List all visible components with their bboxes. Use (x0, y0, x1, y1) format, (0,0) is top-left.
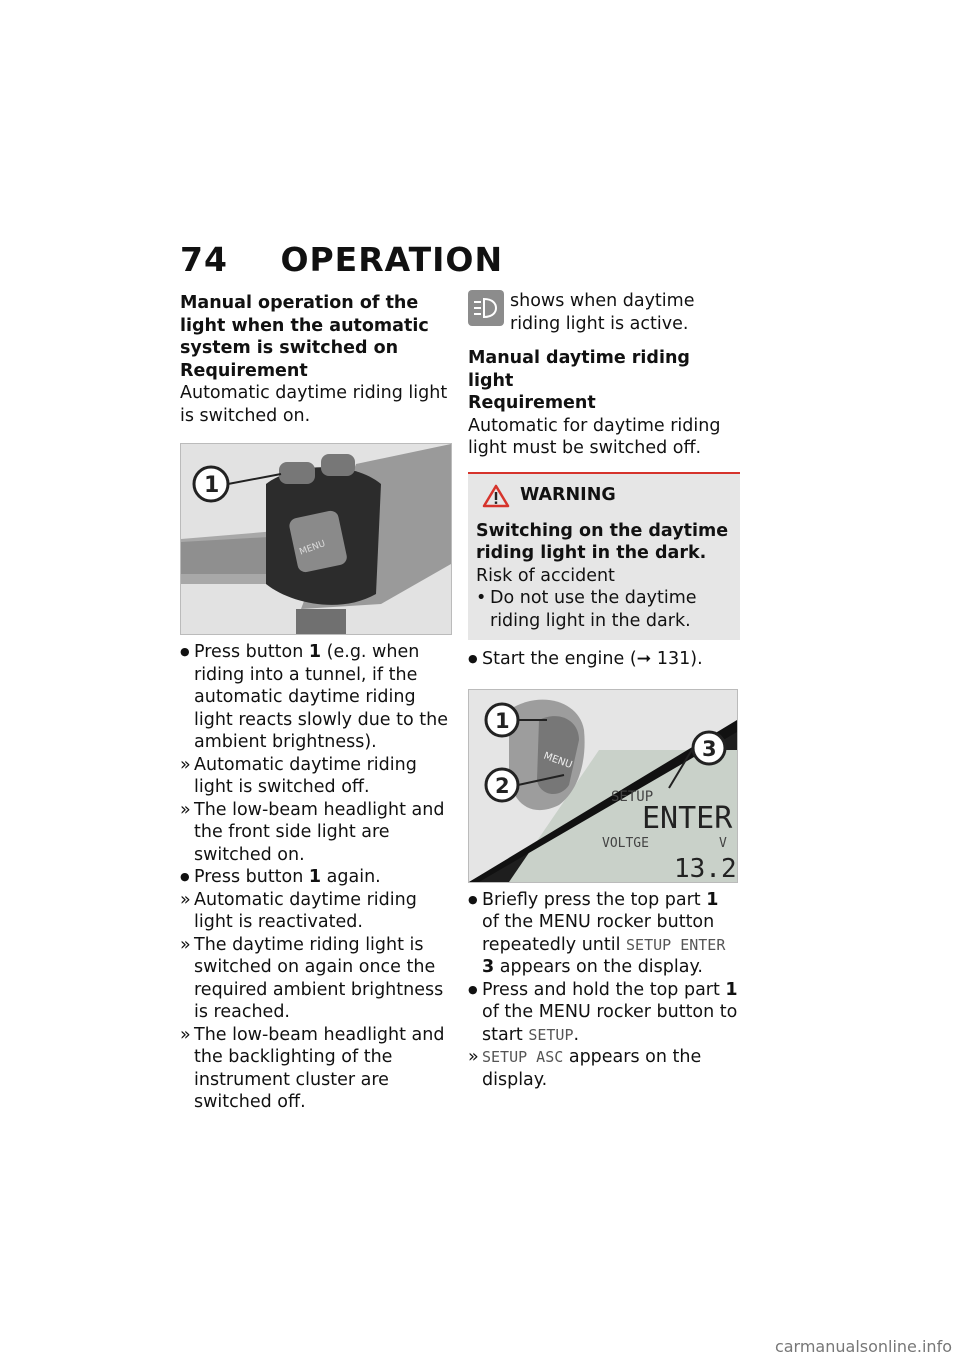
warning-title: WARNING (520, 485, 616, 506)
callout-3-right: 3 (702, 736, 717, 761)
section-heading: Manual daytime riding light (468, 348, 690, 391)
result-item (468, 1046, 740, 1091)
requirement-heading: Requirement (180, 360, 308, 381)
step-press-and-hold-top (468, 979, 740, 1047)
page-header (180, 240, 503, 279)
step-number: 1 (725, 979, 738, 1000)
step-text: of the MENU rocker button repeatedly until (482, 912, 715, 955)
step-text: appears on the display. (482, 1047, 702, 1090)
section-heading: Manual operation of the light when the automatic system is switched on (180, 293, 429, 358)
step-start-engine (468, 648, 740, 671)
step-text: appears on the display. (494, 957, 703, 977)
menu-label-left-fig: MENU (298, 539, 327, 558)
result-item: » The low-beam headlight and the backlighting of the instrument cluster are switched off. (180, 1024, 452, 1114)
page-reference: 131). (651, 649, 703, 669)
step-press-button-1 (180, 641, 452, 754)
indicator-description: shows when daytime riding light is active. (510, 291, 695, 334)
step-text: . (573, 1024, 580, 1045)
menu-rocker-display-figure (468, 689, 738, 883)
requirement-text: Automatic for daytime riding light must be switched off. (468, 415, 721, 458)
start-engine-list (468, 648, 740, 671)
handlebar-switch-figure (180, 443, 452, 635)
requirement-text: Automatic daytime riding light is switched on. (180, 383, 448, 426)
menu-label-right-fig: MENU (541, 750, 574, 771)
step-text: of the MENU rocker button to start (482, 1002, 738, 1045)
section-title: OPERATION (280, 240, 504, 279)
step-number: 1 (706, 889, 719, 910)
page-reference-arrow-icon: ➞ (636, 649, 652, 669)
display-text: SETUP (528, 1025, 574, 1044)
lcd-voltage-value: 13.2 (674, 853, 737, 882)
step-text: again. (321, 867, 381, 887)
display-text: SETUP ENTER (626, 935, 726, 954)
warning-risk: Risk of accident (476, 565, 615, 586)
step-text: Press button (194, 642, 309, 662)
step-text: Briefly press the top part (482, 889, 707, 910)
lcd-enter-text: ENTER (642, 800, 733, 836)
right-steps-list (468, 889, 740, 1092)
watermark: carmanualsonline.info (774, 1337, 952, 1356)
lcd-unit: V (719, 835, 727, 851)
lcd-setup-text: SETUP (611, 788, 654, 805)
daytime-riding-light-icon (468, 290, 504, 326)
menu-display-illustration (469, 690, 737, 882)
lcd-voltage-label: VOLTGE (602, 835, 649, 851)
handlebar-switch-illustration (181, 444, 451, 634)
page-number: 74 (180, 240, 228, 279)
step-text: Press button (194, 867, 309, 887)
warning-subtitle: Switching on the daytime riding light in the dark. (476, 520, 729, 563)
step-briefly-press-top (468, 889, 740, 979)
warning-list (476, 587, 732, 632)
step-number: 3 (482, 957, 495, 977)
step-number: 1 (308, 642, 322, 662)
warning-header (482, 484, 732, 508)
requirement-heading: Requirement (468, 393, 596, 413)
warning-triangle-icon (482, 484, 510, 508)
left-column (180, 292, 452, 1114)
left-steps-list (180, 641, 452, 1114)
right-column (468, 290, 740, 1091)
step-press-button-1-again (180, 866, 452, 889)
result-item: » The daytime riding light is switched on again once the required ambient brightness is reached. (180, 934, 452, 1024)
step-text: Press and hold the top part (482, 979, 726, 1000)
result-item: » The low-beam headlight and the front side light are switched on. (180, 799, 452, 867)
display-text: SETUP ASC (482, 1048, 564, 1066)
step-text: Start the engine ( (482, 649, 637, 669)
step-number: 1 (308, 867, 322, 887)
callout-1-right: 1 (495, 708, 510, 733)
step-text: (e.g. when riding into a tunnel, if the automatic daytime riding light reacts slowly due to the ambient brightness). (194, 642, 448, 752)
indicator-row (468, 290, 740, 335)
callout-1-left: 1 (204, 473, 220, 498)
warning-item: • Do not use the daytime riding light in the dark. (476, 587, 732, 632)
result-item: » Automatic daytime riding light is reactivated. (180, 889, 452, 934)
callout-2-right: 2 (495, 773, 510, 798)
result-item: » Automatic daytime riding light is switched off. (180, 754, 452, 799)
warning-box (468, 472, 740, 641)
